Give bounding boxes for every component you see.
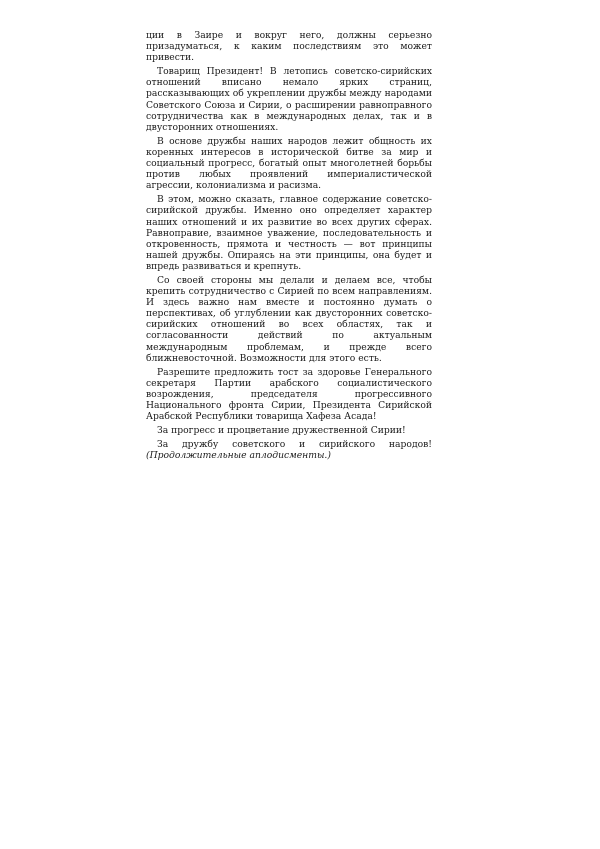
paragraph-8 [146,439,432,461]
applause-note: (Продолжительные аплодисменты.) [146,450,331,462]
paragraph-3: В основе дружбы наших народов лежит общность их коренных интересов в исторической битве за мир и социальный прогресс, богатый опыт многолетней борьбы против любых проявлений империалистической агрессии, колониализма и расизма. [146,135,432,192]
paragraph-5: Со своей стороны мы делали и делаем все, чтобы крепить сотрудничество с Сирией по всем направлениям. И здесь важно нам вместе и постоянно думать о перспективах, об углублении как двусторонних советско-сирийских отношений во всех областях, так и согласованности действий по актуальным международным проблемам, и прежде всего ближневосточной. Возможности для этого есть. [146,274,432,364]
paragraph-4: В этом, можно сказать, главное содержание советско-сирийской дружбы. Именно оно определяет характер наших отношений и их развитие во всех других сферах. Равноправие, взаимное уважение, последовательность и откровенность, прямота и честность — вот принципы нашей дружбы. Опираясь на эти принципы, она будет и впредь развиваться и крепнуть. [146,194,432,272]
paragraph-1: ции в Заире и вокруг него, должны серьезно призадуматься, к каким последствиям это может привести. [146,30,432,64]
document-page [146,30,432,464]
paragraph-6: Разрешите предложить тост за здоровье Генерального секретаря Партии арабского социалистического возрождения, председателя прогрессивного Национального фронта Сирии, Президента Сирийской Арабской Республики товарища Хафеза Асада! [146,366,432,423]
paragraph-2: Товарищ Президент! В летопись советско-сирийских отношений вписано немало ярких страниц, рассказывающих об укреплении дружбы между народами Советского Союза и Сирии, о расширении равноправного сотрудничества как в международных делах, так и в двусторонних отношениях. [146,66,432,133]
paragraph-8-text: За дружбу советского и сирийского народов! [157,439,432,451]
paragraph-7: За прогресс и процветание дружественной Сирии! [157,425,406,437]
